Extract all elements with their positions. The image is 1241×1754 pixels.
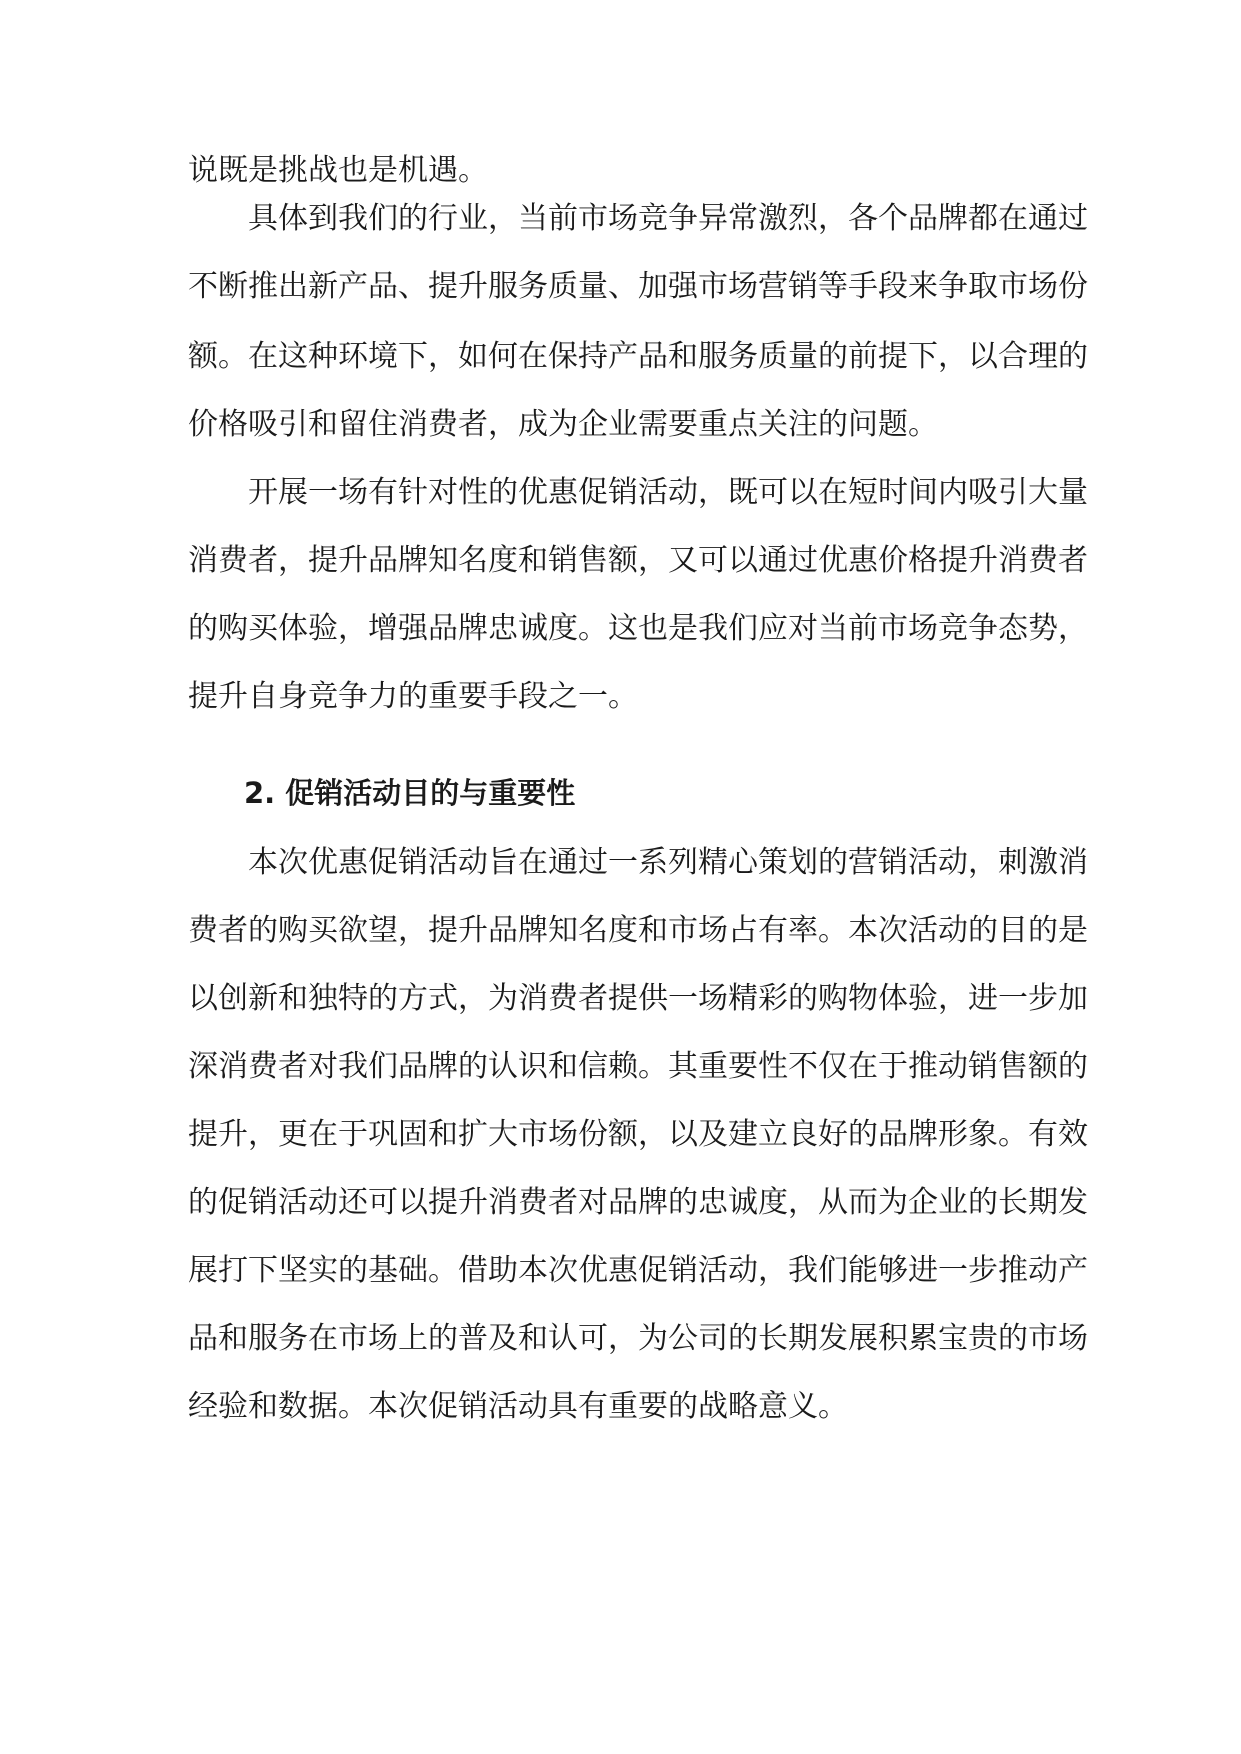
paragraph-line: 本次优惠促销活动旨在通过一系列精心策划的营销活动，刺激消 (248, 845, 1088, 880)
paragraph-line: 额。在这种环境下，如何在保持产品和服务质量的前提下，以合理的 (188, 339, 1088, 374)
paragraph-line: 不断推出新产品、提升服务质量、加强市场营销等手段来争取市场份 (188, 269, 1088, 304)
paragraph-line: 深消费者对我们品牌的认识和信赖。其重要性不仅在于推动销售额的 (188, 1049, 1088, 1084)
paragraph-line: 以创新和独特的方式，为消费者提供一场精彩的购物体验，进一步加 (188, 981, 1088, 1016)
paragraph-line: 展打下坚实的基础。借助本次优惠促销活动，我们能够进一步推动产 (188, 1253, 1088, 1288)
paragraph-line: 的促销活动还可以提升消费者对品牌的忠诚度，从而为企业的长期发 (188, 1185, 1088, 1220)
paragraph-line: 品和服务在市场上的普及和认可，为公司的长期发展积累宝贵的市场 (188, 1321, 1088, 1356)
paragraph-line: 的购买体验，增强品牌忠诚度。这也是我们应对当前市场竞争态势， (188, 611, 1088, 646)
paragraph-line: 消费者，提升品牌知名度和销售额，又可以通过优惠价格提升消费者 (188, 543, 1088, 578)
paragraph-line: 经验和数据。本次促销活动具有重要的战略意义。 (188, 1389, 848, 1424)
paragraph-line: 提升自身竞争力的重要手段之一。 (188, 679, 638, 714)
paragraph-line: 开展一场有针对性的优惠促销活动，既可以在短时间内吸引大量 (248, 475, 1088, 510)
paragraph-line: 费者的购买欲望，提升品牌知名度和市场占有率。本次活动的目的是 (188, 913, 1088, 948)
paragraph-line: 价格吸引和留住消费者，成为企业需要重点关注的问题。 (188, 407, 938, 442)
paragraph-line: 说既是挑战也是机遇。 (188, 153, 488, 188)
paragraph-line: 具体到我们的行业，当前市场竞争异常激烈，各个品牌都在通过 (248, 201, 1088, 236)
paragraph-line: 提升，更在于巩固和扩大市场份额，以及建立良好的品牌形象。有效 (188, 1117, 1088, 1152)
section-heading: 2. 促销活动目的与重要性 (244, 776, 576, 810)
